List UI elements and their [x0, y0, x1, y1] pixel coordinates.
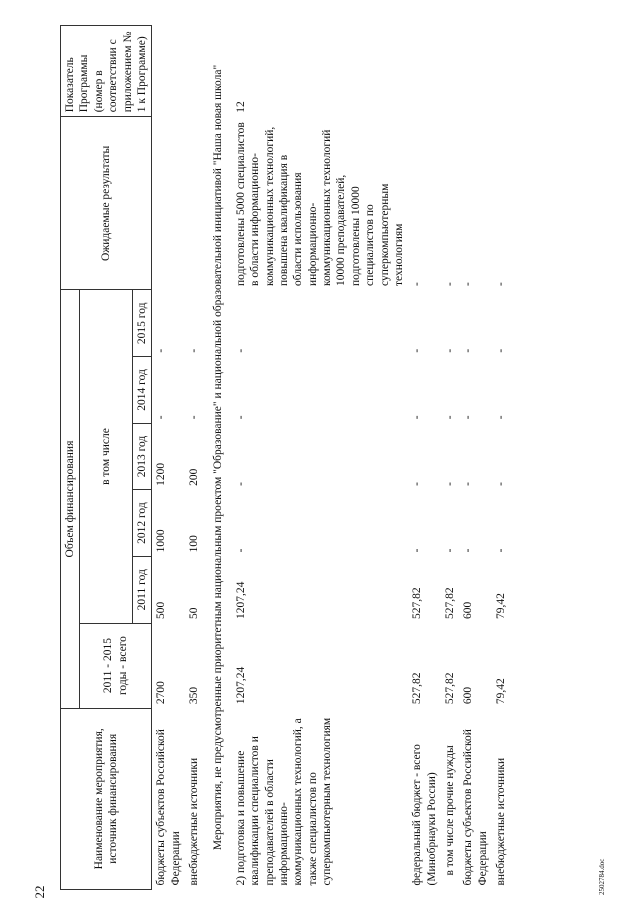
row-y2014: -	[444, 415, 456, 420]
row-name: бюджеты субъектов Российской Федерации	[462, 729, 489, 886]
row-y2011: 1207,24	[234, 581, 247, 620]
row-y2014: -	[495, 415, 508, 420]
section-title: Мероприятия, не предусмотренные приоритетным национальным проектом "Образование" и национальной образовательной инициативой "Наша новая школа"	[212, 64, 225, 851]
row-y2011: 50	[188, 607, 200, 620]
table-row	[408, 26, 441, 890]
table-row	[492, 26, 510, 890]
row-indicator	[492, 26, 510, 117]
year-header: 2015 год	[132, 290, 151, 357]
row-name: внебюджетные источники	[495, 757, 508, 886]
row-y2012: 1000	[155, 529, 168, 553]
in-that-number-header: в том числе	[80, 290, 133, 623]
col-indicator-header: Показатель Программы (номер в соответствии с приложением № 1 к Программе)	[61, 26, 152, 117]
col-total-header: 2011 - 2015 годы - всего	[80, 623, 152, 708]
row-y2015: -	[234, 348, 247, 353]
table-row	[459, 26, 492, 890]
row-y2012: 100	[188, 535, 200, 553]
page-number: 22	[32, 885, 47, 899]
row-y2012: -	[444, 548, 456, 553]
row-total: 2700	[155, 681, 168, 705]
row-y2015: -	[411, 348, 424, 353]
table-header	[61, 26, 152, 890]
row-y2014: -	[188, 415, 200, 420]
row-y2013: -	[444, 481, 456, 486]
table-row	[441, 26, 459, 890]
table-row	[232, 26, 409, 890]
row-name: в том числе прочие нужды	[444, 745, 456, 876]
row-y2011: 600	[462, 601, 475, 620]
row-total: 600	[462, 686, 475, 705]
row-name: внебюджетные источники	[188, 757, 200, 886]
document-body	[60, 25, 595, 890]
volume-group-header: Объем финансирования	[61, 290, 80, 708]
row-result: -	[444, 282, 456, 286]
row-indicator: 12	[234, 101, 247, 113]
row-indicator	[459, 26, 492, 117]
row-y2014: -	[411, 415, 424, 420]
row-indicator	[185, 26, 203, 117]
row-total: 527,82	[411, 672, 424, 705]
row-total: 79,42	[495, 678, 508, 705]
row-result: -	[462, 282, 475, 286]
row-name: федеральный бюджет - всего (Минобрнауки России)	[411, 744, 438, 886]
year-header: 2012 год	[132, 490, 151, 557]
row-total: 527,82	[444, 672, 456, 705]
row-y2013: -	[462, 481, 475, 486]
row-y2011: 527,82	[411, 587, 424, 620]
row-y2014: -	[234, 415, 247, 420]
row-y2015: -	[188, 348, 200, 353]
row-y2011: 79,42	[495, 593, 508, 620]
row-indicator	[441, 26, 459, 117]
row-y2013: -	[411, 481, 424, 486]
row-result: -	[495, 282, 508, 286]
row-indicator	[152, 26, 185, 117]
row-total: 350	[188, 686, 200, 705]
col-name-header: Наименование мероприятия, источник финансирования	[61, 708, 152, 889]
row-y2011: 527,82	[444, 587, 456, 620]
row-y2013: 200	[188, 468, 200, 486]
section-title-row	[203, 26, 231, 890]
row-y2015: -	[155, 348, 168, 353]
footer-doc-code: 2502784.doc	[598, 858, 606, 895]
row-result: -	[411, 282, 424, 286]
row-result	[152, 117, 185, 290]
row-y2012: -	[234, 548, 247, 553]
row-y2011: 500	[155, 601, 168, 620]
row-name: 2) подготовка и повышение квалификации специалистов и преподавателей в области информационно-коммуникационных технологий, а также специалистов по суперкомпьютерным технологиям	[234, 717, 333, 886]
row-name: бюджеты субъектов Российской Федерации	[155, 729, 182, 886]
year-header: 2013 год	[132, 423, 151, 490]
row-result	[185, 117, 203, 290]
financing-table	[60, 25, 511, 890]
year-header: 2014 год	[132, 357, 151, 424]
row-y2012: -	[462, 548, 475, 553]
row-indicator	[408, 26, 441, 117]
row-y2014: -	[462, 415, 475, 420]
row-result: подготовлены 5000 специалистов в области информационно-коммуникационных технологий, повышена квалификация в области использования информационно-коммуникационных технологий 10000 преподавателей, подготовлены 10000 специалистов по суперкомпьютерным технологиям	[234, 122, 405, 286]
row-y2014: -	[155, 415, 168, 420]
row-y2013: -	[495, 481, 508, 486]
row-y2015: -	[462, 348, 475, 353]
table-body	[152, 26, 511, 890]
col-results-header: Ожидаемые результаты	[61, 117, 152, 290]
row-y2015: -	[495, 348, 508, 353]
row-total: 1207,24	[234, 666, 247, 705]
year-header: 2011 год	[132, 556, 151, 623]
row-y2013: 1200	[155, 462, 168, 486]
row-y2015: -	[444, 348, 456, 353]
table-row	[152, 26, 185, 890]
table-row	[185, 26, 203, 890]
row-y2012: -	[411, 548, 424, 553]
row-y2012: -	[495, 548, 508, 553]
row-y2013: -	[234, 481, 247, 486]
